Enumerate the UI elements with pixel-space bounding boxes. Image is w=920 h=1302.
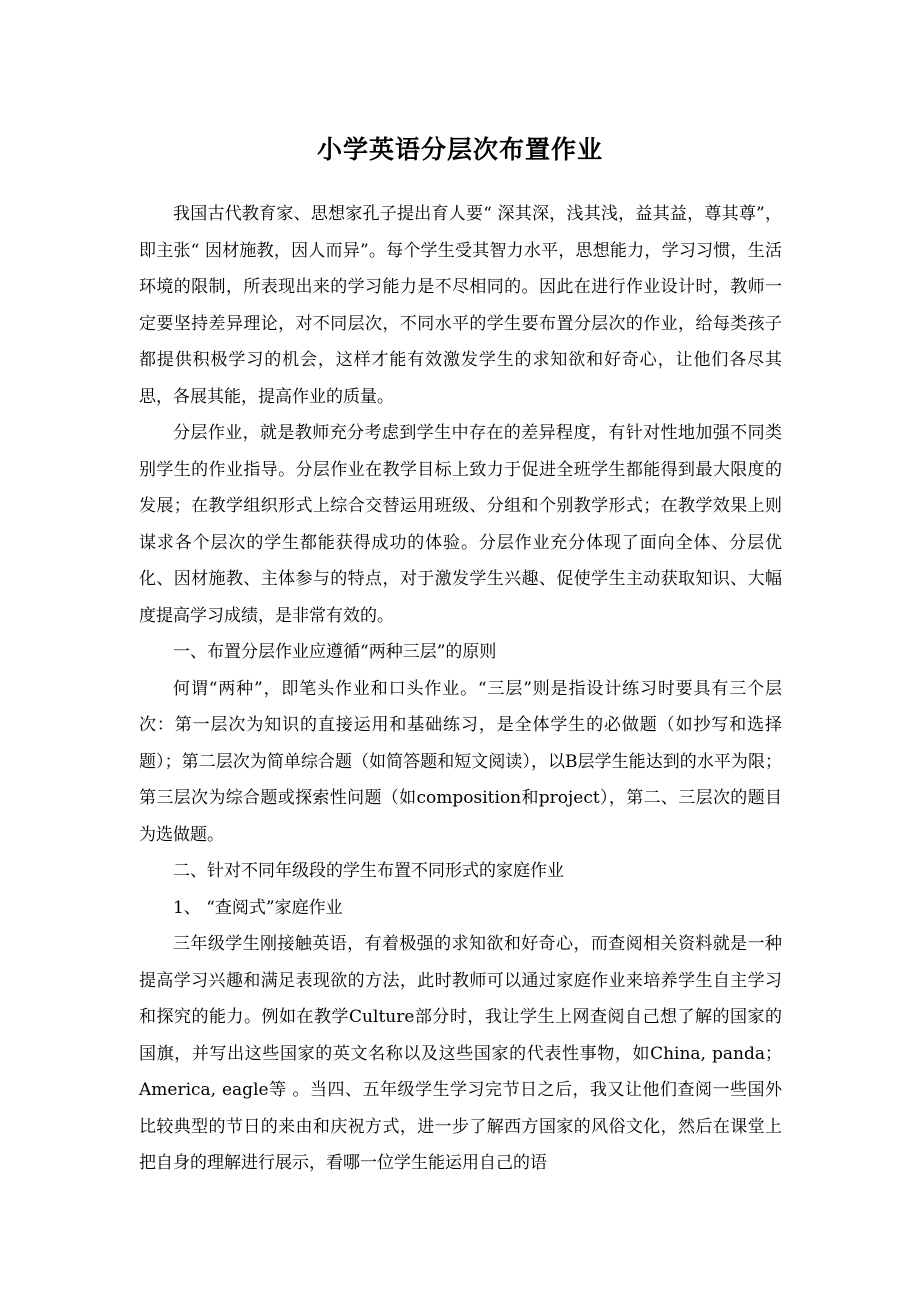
paragraph-definition: 分层作业，就是教师充分考虑到学生中存在的差异程度，有针对性地加强不同类别学生的作业指导。分层作业在教学目标上致力于促进全班学生都能得到最大限度的发展；在教学组织形式上综合交替运用班级、分组和个别教学形式；在教学效果上则谋求各个层次的学生都能获得成功的体验。分层作业充分体现了面向全体、分层优化、因材施教、主体参与的特点，对于激发学生兴趣、促使学生主动获取知识、大幅度提高学习成绩，是非常有效的。 bbox=[139, 423, 782, 626]
section-heading-2: 二、针对不同年级段的学生布置不同形式的家庭作业 bbox=[173, 861, 564, 881]
paragraph-two-types-three-levels: 何谓“两种”，即笔头作业和口头作业。“三层”则是指设计练习时要具有三个层次：第一层次为知识的直接运用和基础练习，是全体学生的必做题（如抄写和选择题）；第二层次为简单综合题（如简答题和短文阅读），以B层学生能达到的水平为限；第三层次为综合题或探索性问题（如composition和project），第二、三层次的题目为选做题。 bbox=[139, 678, 782, 845]
paragraph-intro: 我国古代教育家、思想家孔子提出育人要“ 深其深，浅其浅，益其益，尊其尊”，即主张“ 因材施教，因人而异”。每个学生受其智力水平，思想能力，学习习惯，生活环境的限制，所表现出来的学习能力是不尽相同的。因此在进行作业设计时，教师一定要坚持差异理论，对不同层次，不同水平的学生要布置分层次的作业，给每类孩子都提供积极学习的机会，这样才能有效激发学生的求知欲和好奇心，让他们各尽其思，各展其能，提高作业的质量。 bbox=[139, 204, 782, 407]
document-title: 小学英语分层次布置作业 bbox=[316, 135, 603, 164]
section-heading-1: 一、布置分层作业应遵循“两种三层”的原则 bbox=[173, 642, 497, 662]
document-body bbox=[139, 196, 782, 1182]
paragraph-lookup-homework: 三年级学生刚接触英语，有着极强的求知欲和好奇心，而查阅相关资料就是一种提高学习兴趣和满足表现欲的方法，此时教师可以通过家庭作业来培养学生自主学习和探究的能力。例如在教学Culture部分时，我让学生上网查阅自己想了解的国家的国旗，并写出这些国家的英文名称以及这些国家的代表性事物，如China, panda；America, eagle等 。当四、五年级学生学习完节日之后，我又让他们查阅一些国外比较典型的节日的来由和庆祝方式，进一步了解西方国家的风俗文化，然后在课堂上把自身的理解进行展示，看哪一位学生能运用自己的语 bbox=[139, 934, 782, 1173]
subsection-heading-1: 1、 “查阅式”家庭作业 bbox=[173, 897, 343, 918]
